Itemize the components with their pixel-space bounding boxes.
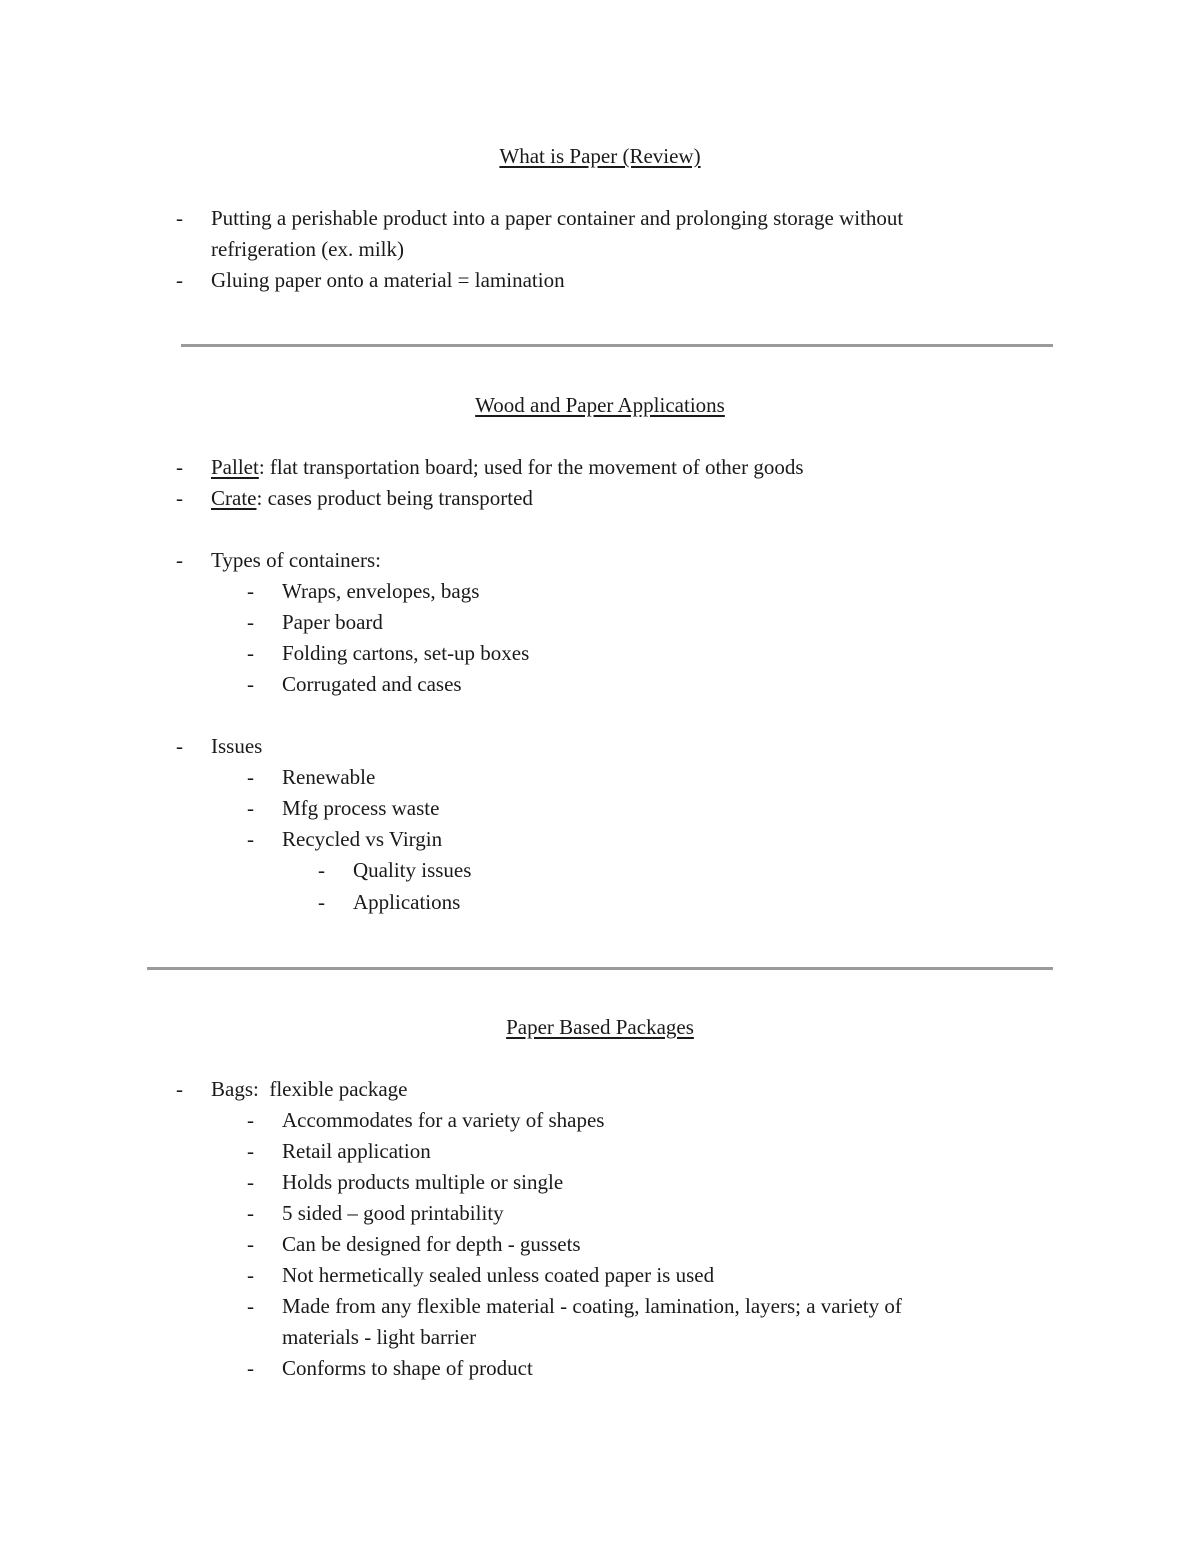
bullet-dash: - bbox=[247, 1201, 254, 1225]
bullet-dash: - bbox=[176, 268, 183, 292]
term-crate: Crate bbox=[211, 486, 257, 510]
bullet-dash: - bbox=[247, 1108, 254, 1132]
bullet-dash: - bbox=[247, 579, 254, 603]
list-item: Applications bbox=[353, 890, 461, 914]
section-divider bbox=[181, 344, 1053, 347]
bullet-dash: - bbox=[247, 641, 254, 665]
section-title-applications: Wood and Paper Applications bbox=[475, 393, 725, 417]
list-item: 5 sided – good printability bbox=[282, 1201, 504, 1225]
bullet-dash: - bbox=[247, 1294, 254, 1318]
list-item: Conforms to shape of product bbox=[282, 1356, 533, 1380]
bullet-dash: - bbox=[247, 765, 254, 789]
bullet-dash: - bbox=[247, 1170, 254, 1194]
bullet-dash: - bbox=[247, 1263, 254, 1287]
bullet-dash: - bbox=[176, 206, 183, 230]
bullet-dash: - bbox=[247, 672, 254, 696]
section-divider bbox=[147, 967, 1053, 970]
list-item: Paper board bbox=[282, 610, 383, 634]
list-item: Holds products multiple or single bbox=[282, 1170, 564, 1194]
term-pallet: Pallet bbox=[211, 455, 259, 479]
list-item: Quality issues bbox=[353, 858, 472, 882]
definition-pallet bbox=[211, 454, 804, 480]
section-title-review: What is Paper (Review) bbox=[499, 144, 701, 168]
list-item-continuation: refrigeration (ex. milk) bbox=[211, 237, 404, 261]
bullet-dash: - bbox=[176, 734, 183, 758]
list-item: Folding cartons, set-up boxes bbox=[282, 641, 530, 665]
list-item: Accommodates for a variety of shapes bbox=[282, 1108, 605, 1132]
list-item: Types of containers: bbox=[211, 548, 381, 572]
list-item: Can be designed for depth - gussets bbox=[282, 1232, 581, 1256]
bullet-dash: - bbox=[247, 1356, 254, 1380]
bullet-dash: - bbox=[176, 1077, 183, 1101]
list-item: Not hermetically sealed unless coated paper is used bbox=[282, 1263, 715, 1287]
list-item: Putting a perishable product into a paper container and prolonging storage without bbox=[211, 206, 904, 230]
bullet-dash: - bbox=[176, 548, 183, 572]
bullet-dash: - bbox=[247, 1232, 254, 1256]
list-item-continuation: materials - light barrier bbox=[282, 1325, 477, 1349]
definition-text: : cases product being transported bbox=[256, 486, 533, 510]
list-item: Recycled vs Virgin bbox=[282, 827, 443, 851]
list-item: Gluing paper onto a material = lamination bbox=[211, 268, 565, 292]
bullet-dash: - bbox=[247, 827, 254, 851]
definition-crate bbox=[211, 485, 533, 511]
bullet-dash: - bbox=[318, 858, 325, 882]
list-item: Made from any flexible material - coating, lamination, layers; a variety of bbox=[282, 1294, 902, 1318]
bullet-dash: - bbox=[247, 796, 254, 820]
bullet-dash: - bbox=[176, 486, 183, 510]
section-title-packages: Paper Based Packages bbox=[506, 1015, 694, 1039]
list-item: Issues bbox=[211, 734, 263, 758]
list-item: Retail application bbox=[282, 1139, 431, 1163]
list-item: Corrugated and cases bbox=[282, 672, 462, 696]
bullet-dash: - bbox=[247, 1139, 254, 1163]
list-item: Wraps, envelopes, bags bbox=[282, 579, 480, 603]
list-item: Renewable bbox=[282, 765, 376, 789]
list-item: Bags: flexible package bbox=[211, 1077, 408, 1101]
bullet-dash: - bbox=[247, 610, 254, 634]
bullet-dash: - bbox=[176, 455, 183, 479]
list-item: Mfg process waste bbox=[282, 796, 440, 820]
bullet-dash: - bbox=[318, 890, 325, 914]
definition-text: : flat transportation board; used for the movement of other goods bbox=[258, 455, 804, 479]
